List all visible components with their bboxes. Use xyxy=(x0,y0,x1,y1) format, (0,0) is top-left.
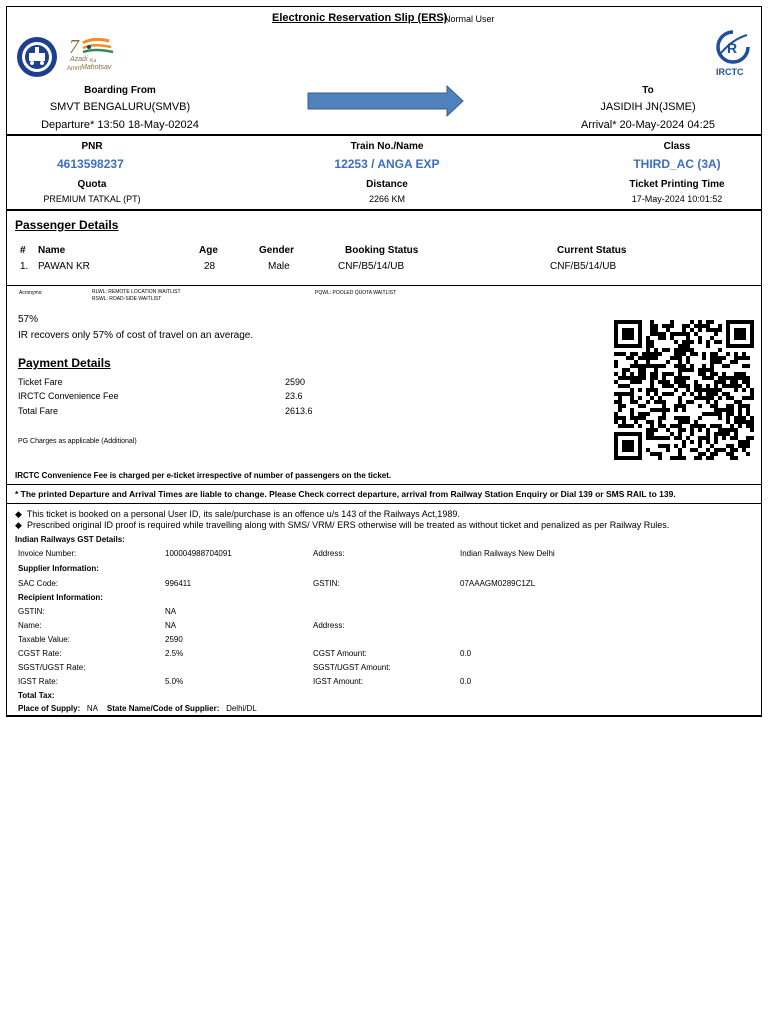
taxable-value-label: Taxable Value: xyxy=(18,635,70,644)
supplier-address-label: Address: xyxy=(313,549,345,558)
pg-charges-note: PG Charges as applicable (Additional) xyxy=(18,438,137,445)
class-value: THIRD_AC (3A) xyxy=(633,157,721,171)
divider xyxy=(7,134,761,136)
supplier-address-value: Indian Railways New Delhi xyxy=(460,549,555,558)
col-booking-status: Booking Status xyxy=(345,245,419,256)
distance-value: 2266 KM xyxy=(368,194,406,204)
invoice-label: Invoice Number: xyxy=(18,549,77,558)
bullet-icon: ◆ xyxy=(15,520,22,530)
bullet-note-2-text: Prescribed original ID proof is required while travelling along with SMS/ VRM/ ERS otherwise will be treated as without ticket and penalized as per Railway Rules. xyxy=(26,520,670,530)
departure-time: Departure* 13:50 18-May-02024 xyxy=(41,119,199,131)
bullet-icon: ◆ xyxy=(15,509,22,519)
divider xyxy=(7,209,761,211)
bullet-note-2 xyxy=(15,520,669,531)
from-station: SMVT BENGALURU(SMVB) xyxy=(49,101,191,113)
total-fare-label: Total Fare xyxy=(18,406,59,416)
sgst-rate-label: SGST/UGST Rate: xyxy=(18,663,86,672)
azadi-logo-word-mahotsav: Mahotsav xyxy=(81,64,112,71)
invoice-value: 100004988704091 xyxy=(165,549,232,558)
acronym-pqwl: PQWL: POOLED QUOTA WAITLIST xyxy=(315,290,397,296)
passenger-age: 28 xyxy=(204,261,216,272)
supplier-heading: Supplier Information: xyxy=(18,564,99,573)
indian-railways-logo xyxy=(15,35,59,84)
passenger-name: PAWAN KR xyxy=(38,261,90,272)
bullet-note-1 xyxy=(15,509,460,520)
ers-ticket xyxy=(6,6,762,717)
cgst-rate-label: CGST Rate: xyxy=(18,649,62,658)
igst-rate-value: 5.0% xyxy=(165,677,184,686)
recipient-name-value: NA xyxy=(165,621,177,630)
recipient-name-label: Name: xyxy=(18,621,42,630)
state-supplier-value: Delhi/DL xyxy=(226,704,257,713)
journey-arrow xyxy=(307,85,465,122)
col-current-status: Current Status xyxy=(557,245,627,256)
irctc-logo-text: IRCTC xyxy=(716,67,744,77)
igst-rate-label: IGST Rate: xyxy=(18,677,58,686)
times-note: * The printed Departure and Arrival Times are liable to change. Please Check correct departure, arrival from Railway Station Enquiry or Dial 139 or SMS RAIL to 139. xyxy=(15,489,676,499)
passenger-gender: Male xyxy=(268,261,290,272)
pnr-label: PNR xyxy=(81,141,103,152)
qr-code xyxy=(614,320,754,460)
azadi-logo-word-azadi: Azadi xyxy=(70,56,88,63)
bullet-note-1-text: This ticket is booked on a personal User ID, its sale/purchase is an offence u/s 143 of the Railways Act,1989. xyxy=(26,509,460,519)
cgst-rate-value: 2.5% xyxy=(165,649,184,658)
total-fare-value: 2613.6 xyxy=(285,406,313,416)
state-supplier-label: State Name/Code of Supplier: xyxy=(106,704,220,713)
divider xyxy=(7,285,761,286)
ers-title: Electronic Reservation Slip (ERS) xyxy=(272,12,448,24)
divider xyxy=(7,484,761,485)
train-value: 12253 / ANGA EXP xyxy=(334,157,440,171)
quota-value: PREMIUM TATKAL (PT) xyxy=(43,194,141,204)
place-of-supply xyxy=(18,704,257,713)
igst-amount-value: 0.0 xyxy=(460,677,472,686)
convenience-fee-note: IRCTC Convenience Fee is charged per e-ticket irrespective of number of passengers on the ticket. xyxy=(15,471,392,480)
divider xyxy=(7,503,761,504)
igst-amount-label: IGST Amount: xyxy=(313,677,364,686)
cgst-amount-label: CGST Amount: xyxy=(313,649,367,658)
sac-value: 996411 xyxy=(165,579,192,588)
to-label: To xyxy=(642,85,654,96)
acronyms-label: Acronyms: xyxy=(19,290,43,296)
pnr-value: 4613598237 xyxy=(57,157,124,171)
passenger-number: 1. xyxy=(20,261,29,272)
recovery-percent: 57% xyxy=(18,314,39,325)
col-gender: Gender xyxy=(259,245,295,256)
boarding-from-label: Boarding From xyxy=(84,85,156,96)
acronym-rlwl: RLWL: REMOTE LOCATION WAITLIST xyxy=(92,289,181,295)
train-label: Train No./Name xyxy=(350,141,424,152)
supplier-gstin-value: 07AAAGM0289C1ZL xyxy=(460,579,536,588)
cgst-amount-value: 0.0 xyxy=(460,649,472,658)
total-tax-label: Total Tax: xyxy=(18,691,55,700)
sac-label: SAC Code: xyxy=(18,579,59,588)
gst-heading: Indian Railways GST Details: xyxy=(15,535,125,544)
recipient-heading: Recipient Information: xyxy=(18,593,103,602)
passenger-details-heading: Passenger Details xyxy=(15,218,119,232)
sgst-amount-label: SGST/UGST Amount: xyxy=(313,663,391,672)
azadi-ka-amrit-mahotsav-logo xyxy=(67,35,127,75)
irctc-logo xyxy=(711,29,755,79)
place-of-supply-value: NA xyxy=(86,704,99,713)
recipient-gstin-label: GSTIN: xyxy=(18,607,45,616)
ers-subtitle: -Normal User xyxy=(441,14,495,24)
recovery-text: IR recovers only 57% of cost of travel on an average. xyxy=(18,330,254,341)
class-label: Class xyxy=(663,141,691,152)
supplier-gstin-label: GSTIN: xyxy=(313,579,340,588)
ticket-fare-label: Ticket Fare xyxy=(18,377,63,387)
recipient-address-label: Address: xyxy=(313,621,345,630)
convenience-fee-label: IRCTC Convenience Fee xyxy=(18,391,119,401)
passenger-current-status: CNF/B5/14/UB xyxy=(550,261,617,272)
payment-details-heading: Payment Details xyxy=(18,356,111,370)
col-age: Age xyxy=(199,245,218,256)
print-time-label: Ticket Printing Time xyxy=(629,179,725,190)
arrival-time: Arrival* 20-May-2024 04:25 xyxy=(581,119,715,131)
convenience-fee-value: 23.6 xyxy=(285,391,303,401)
ticket-fare-value: 2590 xyxy=(285,377,306,387)
to-station: JASIDIH JN(JSME) xyxy=(600,101,696,113)
azadi-logo-word-amrit: Amrit xyxy=(67,66,81,72)
passenger-booking-status: CNF/B5/14/UB xyxy=(338,261,405,272)
col-name: Name xyxy=(38,245,66,256)
distance-label: Distance xyxy=(366,179,408,190)
svg-text:R: R xyxy=(727,40,738,56)
place-of-supply-label: Place of Supply: xyxy=(18,704,81,713)
quota-label: Quota xyxy=(77,179,107,190)
col-number: # xyxy=(20,245,26,256)
print-time-value: 17-May-2024 10:01:52 xyxy=(631,194,723,204)
svg-text:7: 7 xyxy=(69,36,79,57)
recipient-gstin-value: NA xyxy=(165,607,177,616)
taxable-value: 2590 xyxy=(165,635,183,644)
azadi-logo-word-ka: Ka xyxy=(90,58,97,64)
acronym-rswl: RSWL: ROAD-SIDE WAITLIST xyxy=(92,296,162,302)
